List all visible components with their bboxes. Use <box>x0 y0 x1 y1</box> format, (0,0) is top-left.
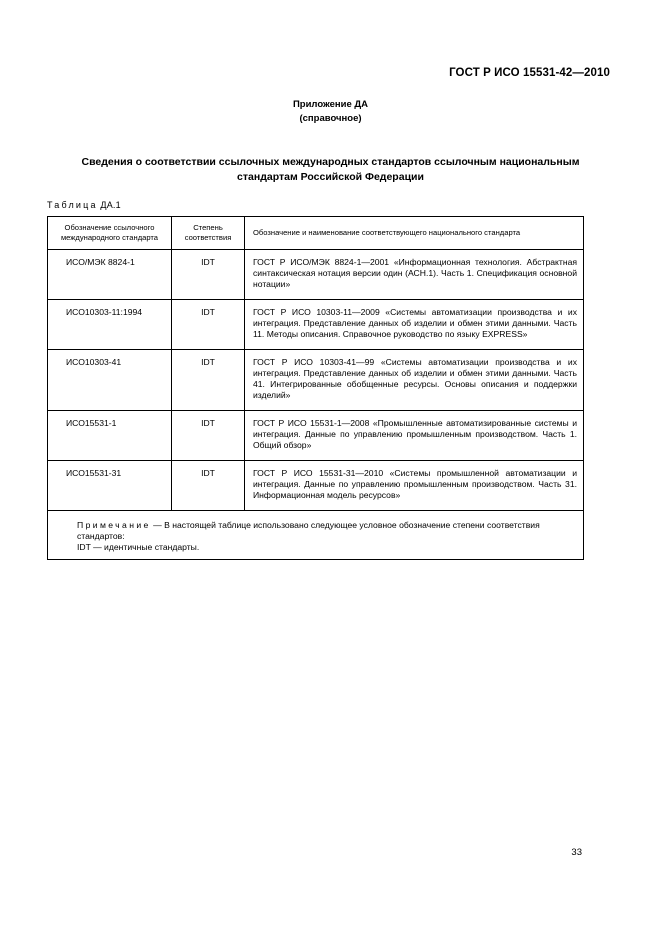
table-caption-word: Таблица <box>47 200 98 210</box>
table-row <box>48 411 584 461</box>
section-heading <box>40 155 621 185</box>
table-row <box>48 350 584 411</box>
degree-cell: IDT <box>172 411 245 461</box>
header-degree <box>172 217 245 250</box>
table-note <box>48 511 584 560</box>
appendix-title: Приложение ДА <box>292 99 369 110</box>
appendix-block <box>200 98 461 126</box>
national-standard-cell: ГОСТ Р ИСО 15531-31—2010 «Системы промышленной автоматизации и интеграция. Данные по управлению промышленным производством. Часть 31. Информационная модель ресурсов» <box>245 461 584 511</box>
header-degree-line2: соответствия <box>184 233 232 242</box>
intl-standard-cell: ИСО10303-41 <box>48 350 172 411</box>
document-header: ГОСТ Р ИСО 15531-42—2010 <box>449 67 610 79</box>
national-standard-cell: ГОСТ Р ИСО 10303-11—2009 «Системы автоматизации производства и их интеграция. Представление данных об изделии и обмен этими данными. Часть 11. Методы описания. Справочное руководство по языку EXPRESS» <box>245 300 584 350</box>
degree-cell: IDT <box>172 350 245 411</box>
national-standard-cell: ГОСТ Р ИСО/МЭК 8824-1—2001 «Информационная технология. Абстрактная синтаксическая нотация версии один (АСН.1). Часть 1. Спецификация основной нотации» <box>245 250 584 300</box>
table-note-text <box>56 520 575 542</box>
degree-cell: IDT <box>172 300 245 350</box>
table-note-body: — В настоящей таблице использовано следующее условное обозначение степени соответствия стандартов: <box>77 520 540 541</box>
table-caption-number: ДА.1 <box>100 200 121 210</box>
table-note-item: IDT — идентичные стандарты. <box>77 542 200 552</box>
table-row <box>48 300 584 350</box>
intl-standard-cell: ИСО10303-11:1994 <box>48 300 172 350</box>
intl-standard-cell: ИСО/МЭК 8824-1 <box>48 250 172 300</box>
national-standard-cell: ГОСТ Р ИСО 15531-1—2008 «Промышленные автоматизированные системы и интеграция. Данные по управлению промышленным производством. Часть 1. Общий обзор» <box>245 411 584 461</box>
header-degree-line1: Степень <box>193 223 223 232</box>
intl-standard-cell: ИСО15531-1 <box>48 411 172 461</box>
table-note-row <box>48 511 584 560</box>
header-intl-standard <box>48 217 172 250</box>
header-national-standard: Обозначение и наименование соответствующего национального стандарта <box>245 217 584 250</box>
table-caption <box>47 200 121 210</box>
appendix-subtitle: (справочное) <box>299 113 362 124</box>
header-intl-line2: международного стандарта <box>60 233 159 242</box>
degree-cell: IDT <box>172 461 245 511</box>
intl-standard-cell: ИСО15531-31 <box>48 461 172 511</box>
table-row <box>48 461 584 511</box>
table-note-label: Примечание <box>77 520 151 530</box>
section-heading-line1: Сведения о соответствии ссылочных международных стандартов ссылочным национальным <box>81 156 580 168</box>
section-heading-line2: стандартам Российской Федерации <box>237 171 424 183</box>
table-header-row <box>48 217 584 250</box>
degree-cell: IDT <box>172 250 245 300</box>
national-standard-cell: ГОСТ Р ИСО 10303-41—99 «Системы автоматизации производства и их интеграция. Представление данных об изделии и обмен этими данными. Часть 41. Интегрированные обобщенные ресурсы. Основы описания и поддержки изделий» <box>245 350 584 411</box>
table-row <box>48 250 584 300</box>
header-intl-line1: Обозначение ссылочного <box>64 223 155 232</box>
page-number: 33 <box>571 847 582 858</box>
standards-correspondence-table <box>47 216 584 560</box>
